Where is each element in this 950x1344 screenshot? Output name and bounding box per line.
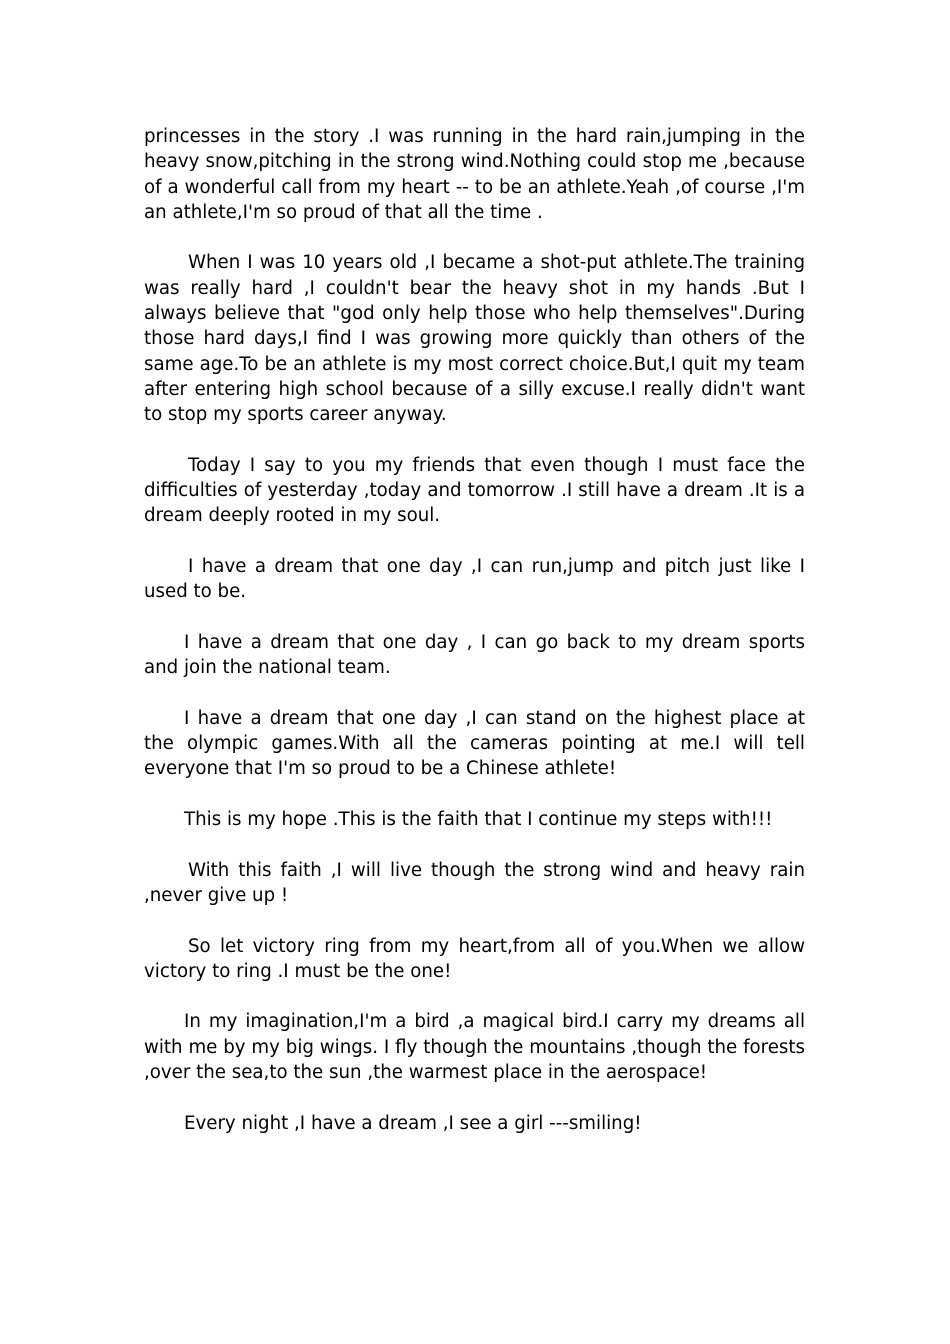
- paragraph-11: Every night ,I have a dream ,I see a girl ---smiling!: [184, 1112, 642, 1134]
- paragraph-8: With this faith ,I will live though the strong wind and heavy rain ,never give up !: [144, 859, 805, 906]
- paragraph-6: I have a dream that one day ,I can stand on the highest place at the olympic games.With all the cameras pointing at me.I will tell everyone that I'm so proud to be a Chinese athlete!: [144, 707, 805, 780]
- paragraph-5: I have a dream that one day , I can go back to my dream sports and join the national team.: [144, 631, 805, 679]
- paragraph-7: This is my hope .This is the faith that I continue my steps with!!!: [184, 809, 773, 831]
- paragraph-4: I have a dream that one day ,I can run,jump and pitch just like I used to be.: [144, 556, 805, 603]
- paragraph-10: In my imagination,I'm a bird ,a magical bird.I carry my dreams all with me by my big wings. I fly though the mountains ,though the forests ,over the sea,to the sun ,the warmest place in the aerospace!: [144, 1011, 805, 1083]
- document-body: [144, 124, 805, 1161]
- paragraph-1: princesses in the story .I was running in the hard rain,jumping in the heavy snow,pitching in the strong wind.Nothing could stop me ,because of a wonderful call from my heart -- to be an athlete.Yeah ,of course ,I'm an athlete,I'm so proud of that all the time .: [144, 126, 805, 223]
- paragraph-3: Today I say to you my friends that even though I must face the difficulties of yesterday ,today and tomorrow .I still have a dream .It is a dream deeply rooted in my soul.: [144, 454, 805, 527]
- paragraph-9: So let victory ring from my heart,from all of you.When we allow victory to ring .I must be the one!: [144, 935, 805, 982]
- paragraph-2: When I was 10 years old ,I became a shot-put athlete.The training was really hard ,I couldn't bear the heavy shot in my hands .But I always believe that "god only help those who help themselves".During those hard days,I find I was growing more quickly than others of the same age.To be an athlete is my most correct choice.But,I quit my team after entering high school because of a silly excuse.I really didn't want to stop my sports career anyway.: [144, 252, 805, 426]
